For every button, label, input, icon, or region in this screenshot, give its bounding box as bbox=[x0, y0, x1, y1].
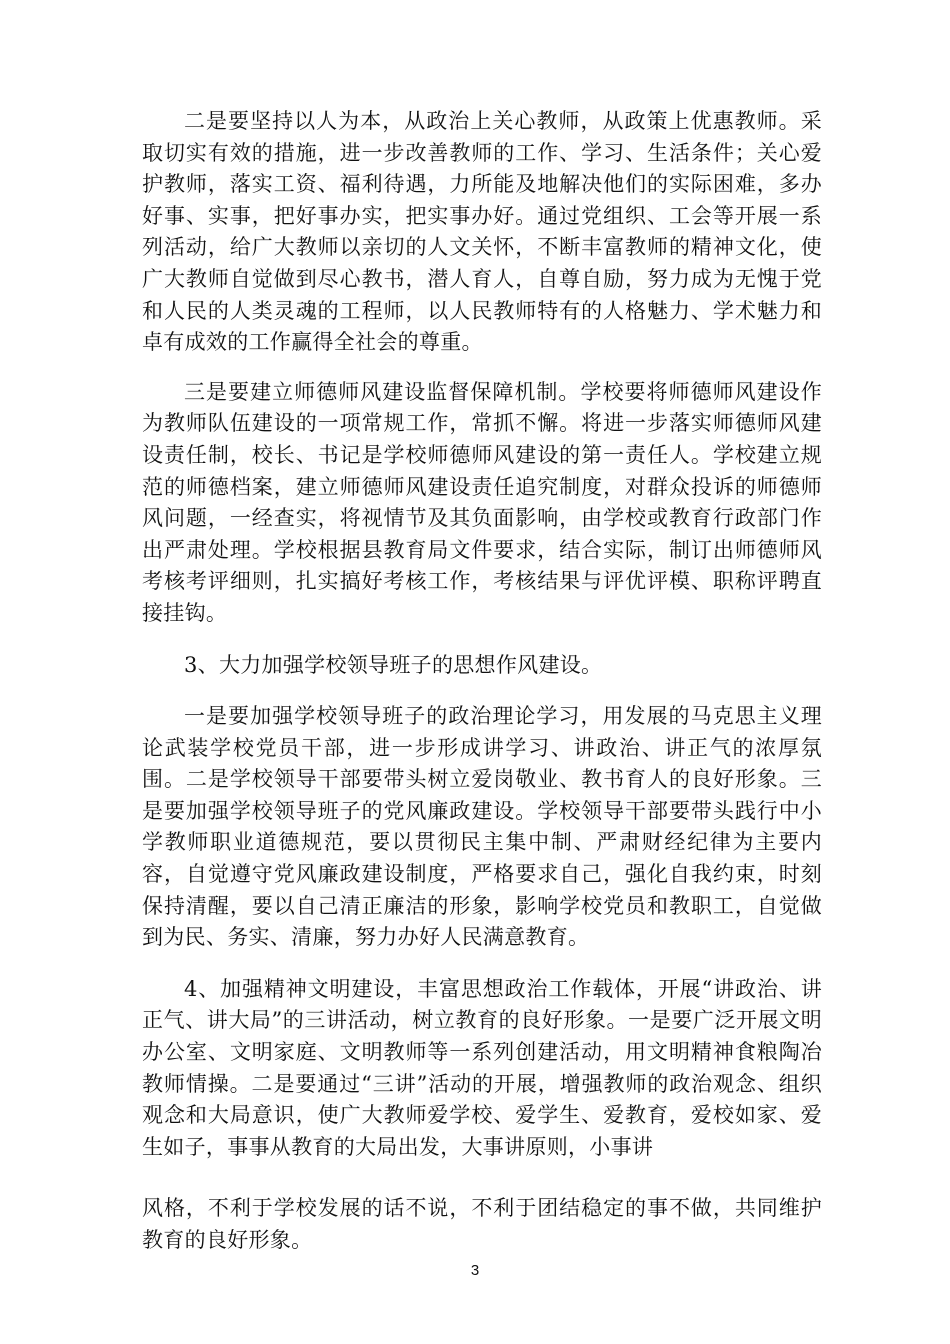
paragraph-leadership-study: 一是要加强学校领导班子的政治理论学习，用发展的马克思主义理论武装学校党员干部，进一步形成讲学习、讲政治、讲正气的浓厚氛围。二是学校领导干部要带头树立爱岗敬业、教书育人的良好形象。三是要加强学校领导班子的党风廉政建设。学校领导干部要带头践行中小学教师职业道德规范，要以贯彻民主集中制、严肃财经纪律为主要内容，自觉遵守党风廉政建设制度，严格要求自己，强化自我约束，时刻保持清醒，要以自己清正廉洁的形象，影响学校党员和教职工，自觉做到为民、务实、清廉，努力办好人民满意教育。 bbox=[142, 704, 822, 950]
paragraph-spiritual-civilization: 4、加强精神文明建设，丰富思想政治工作载体，开展“讲政治、讲正气、讲大局”的三讲活动，树立教育的良好形象。一是要广泛开展文明办公室、文明家庭、文明教师等一系列创建活动，用文明精神食粮陶冶教师情操。二是要通过“三讲”活动的开展，增强教师的政治观念、组织观念和大局意识，使广大教师爱学校、爱学生、爱教育，爱校如家、爱生如子，事事从教育的大局出发，大事讲原则，小事讲 bbox=[142, 976, 822, 1159]
page-number: 3 bbox=[470, 1262, 480, 1279]
document-body bbox=[142, 106, 822, 1257]
paragraph-continuation: 风格，不利于学校发展的话不说，不利于团结稳定的事不做，共同维护教育的良好形象。 bbox=[142, 1196, 822, 1252]
paragraph-supervision-mechanism: 三是要建立师德师风建设监督保障机制。学校要将师德师风建设作为教师队伍建设的一项常规工作，常抓不懈。将进一步落实师德师风建设责任制，校长、书记是学校师德师风建设的第一责任人。学校建立规范的师德档案，建立师德师风建设责任追究制度，对群众投诉的师德师风问题，一经查实，将视情节及其负面影响，由学校或教育行政部门作出严肃处理。学校根据县教育局文件要求，结合实际，制订出师德师风考核考评细则，扎实搞好考核工作，考核结果与评优评模、职称评聘直接挂钩。 bbox=[142, 379, 822, 625]
section-heading-leadership: 3、大力加强学校领导班子的思想作风建设。 bbox=[184, 652, 603, 677]
paragraph-teacher-care: 二是要坚持以人为本，从政治上关心教师，从政策上优惠教师。采取切实有效的措施，进一步改善教师的工作、学习、生活条件；关心爱护教师，落实工资、福利待遇，力所能及地解决他们的实际困难，多办好事、实事，把好事办实，把实事办好。通过党组织、工会等开展一系列活动，给广大教师以亲切的人文关怀，不断丰富教师的精神文化，使广大教师自觉做到尽心教书，潜人育人，自尊自励，努力成为无愧于党和人民的人类灵魂的工程师，以人民教师特有的人格魅力、学术魅力和卓有成效的工作赢得全社会的尊重。 bbox=[142, 109, 822, 355]
